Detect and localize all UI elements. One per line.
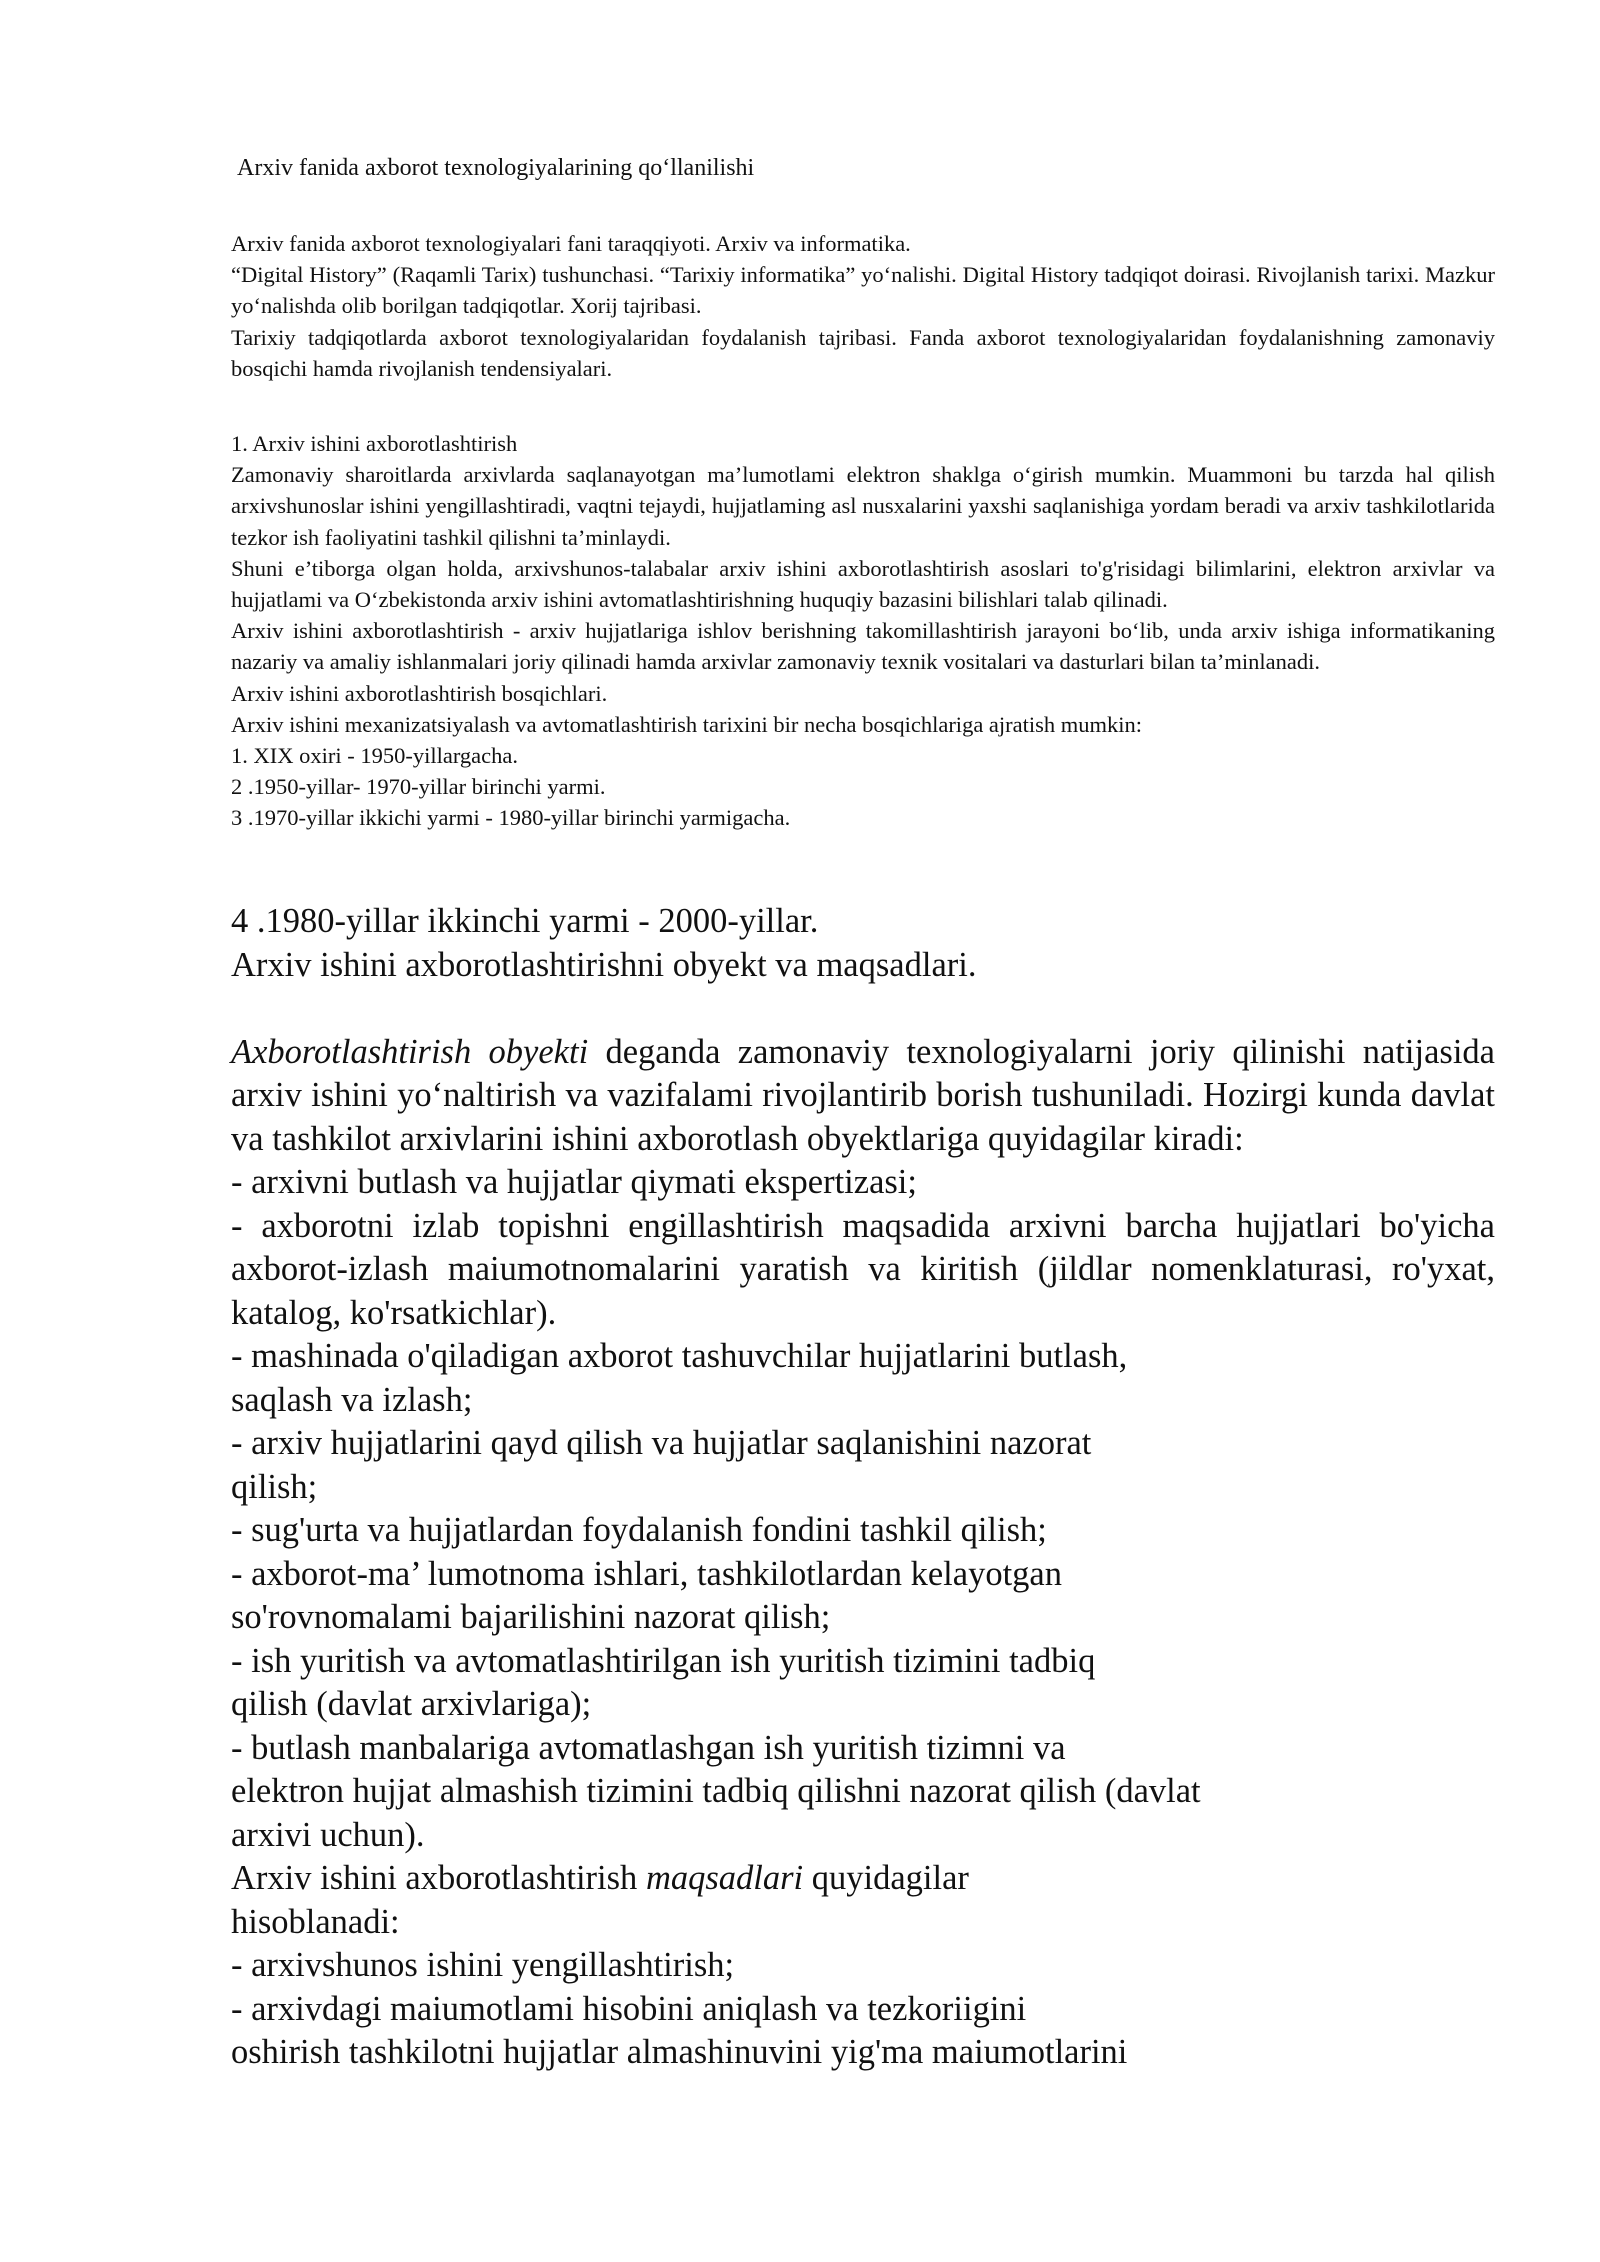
object-item-3-line-2: saqlash va izlash; <box>231 1380 473 1419</box>
goal-item-1: - arxivshunos ishini yengillashtirish; <box>231 1946 735 1984</box>
intro-paragraph-3: Tarixiy tadqiqotlarda axborot texnologiyalaridan foydalanish tajribasi. Fanda axborot texnologiyalaridan foydalanishning zamonaviy bosqichi hamda rivojlanish tendensiyalari. <box>231 324 1495 381</box>
object-item-7-line-1: - ish yuritish va avtomatlashtirilgan ish yuritish tizimini tadbiq <box>231 1641 1096 1680</box>
section-paragraph-3: Arxiv ishini axborotlashtirish - arxiv hujjatlariga ishlov berishning takomillashtirish jarayoni bo‘lib, unda arxiv ishiga informatikaning nazariy va amaliy ishlanmalari joriy qilinadi hamda arxivlar zamonaviy texnik vositalari va dasturlari bilan ta’minlanadi. <box>231 618 1495 675</box>
object-item-3-line-1: - mashinada o'qiladigan axborot tashuvchilar hujjatlarini butlash, <box>231 1337 1128 1375</box>
objects-definition: deganda zamonaviy texnologiyalarni joriy qilinishi natijasida arxiv ishini yo‘naltirish va vazifalami rivojlantirib borish tushuniladi. Hozirgi kunda davlat va tashkilot arxivlarini ishini axborotlash obyektlariga quyidagilar kiradi: <box>231 1032 1495 1158</box>
paragraph-gap <box>231 987 1495 1031</box>
intro-line-1: Arxiv fanida axborot texnologiyalari fani taraqqiyoti. Arxiv va informatika. <box>231 231 911 256</box>
object-item-8-line-3: arxivi uchun). <box>231 1815 425 1854</box>
stage-item-3: 3 .1970-yillar ikkichi yarmi - 1980-yillar birinchi yarmigacha. <box>231 805 791 831</box>
goals-heading-line-2: hisoblanadi: <box>231 1902 400 1941</box>
stages-heading: Arxiv ishini axborotlashtirish bosqichlari. <box>231 680 608 706</box>
goals-heading <box>231 1857 1495 1901</box>
object-item-6-line-1: - axborot-ma’ lumotnoma ishlari, tashkilotlardan kelayotgan <box>231 1554 1062 1593</box>
section-paragraph-1: Zamonaviy sharoitlarda arxivlarda saqlanayotgan ma’lumotlami elektron shaklga o‘girish mumkin. Muammoni bu tarzda hal qilish arxivshunoslar ishini yengillashtiradi, vaqtni tejaydi, hujjatlaming asl nusxalarini yaxshi saqlanishiga yordam beradi va arxiv tashkilotlarida tezkor ish faoliyatini tashkil qilishni ta’minlaydi. <box>231 462 1495 550</box>
section-block <box>231 428 1495 834</box>
goals-term: maqsadlari <box>645 1859 804 1897</box>
stages-intro: Arxiv ishini mexanizatsiyalash va avtomatlashtirish tarixini bir necha bosqichlariga ajratish mumkin: <box>231 711 1143 737</box>
object-item-4-line-1: - arxiv hujjatlarini qayd qilish va hujjatlar saqlanishini nazorat <box>231 1424 1092 1462</box>
stage-item-2: 2 .1950-yillar- 1970-yillar birinchi yarmi. <box>231 774 606 800</box>
intro-paragraph-2: “Digital History” (Raqamli Tarix) tushunchasi. “Tarixiy informatika” yo‘nalishi. Digital History tadqiqot doirasi. Rivojlanish tarixi. Mazkur yo‘nalishda olib borilgan tadqiqotlar. Xorij tajribasi. <box>231 262 1495 319</box>
goal-item-2-line-2: oshirish tashkilotni hujjatlar almashinuvini yig'ma maiumotlarini <box>231 2033 1128 2071</box>
goal-item-2-line-1: - arxivdagi maiumotlami hisobini aniqlash va tezkoriigini <box>231 1989 1027 2028</box>
object-item-8-line-2: elektron hujjat almashish tizimini tadbiq qilishni nazorat qilish (davlat <box>231 1772 1201 1810</box>
object-item-8-line-1: - butlash manbalariga avtomatlashgan ish yuritish tizimni va <box>231 1728 1066 1767</box>
object-item-5: - sug'urta va hujjatlardan foydalanish fondini tashkil qilish; <box>231 1511 1047 1549</box>
stage-item-4: 4 .1980-yillar ikkinchi yarmi - 2000-yillar. <box>231 902 819 940</box>
intro-block <box>231 228 1495 384</box>
objects-term: Axborotlashtirish obyekti <box>231 1032 589 1071</box>
objects-heading: Arxiv ishini axborotlashtirishni obyekt va maqsadlari. <box>231 945 977 984</box>
object-item-4-line-2: qilish; <box>231 1467 318 1506</box>
object-item-6-line-2: so'rovnomalami bajarilishini nazorat qilish; <box>231 1598 831 1636</box>
document-title: Arxiv fanida axborot texnologiyalarining qo‘llanilishi <box>237 155 755 181</box>
object-item-1: - arxivni butlash va hujjatlar qiymati ekspertizasi; <box>231 1163 917 1201</box>
objects-block <box>231 900 1495 2075</box>
objects-paragraph <box>231 1031 1495 1162</box>
section-paragraph-2: Shuni e’tiborga olgan holda, arxivshunos-talabalar arxiv ishini axborotlashtirish asoslari to'g'risidagi bilimlarini, elektron arxivlar va hujjatlami va O‘zbekistonda arxiv ishini avtomatlashtirishning huquqiy bazasini bilishlari talab qilinadi. <box>231 555 1495 613</box>
goals-pre: Arxiv ishini axborotlashtirish <box>231 1859 646 1897</box>
stage-item-1: 1. XIX oxiri - 1950-yillargacha. <box>231 743 519 769</box>
object-item-7-line-2: qilish (davlat arxivlariga); <box>231 1685 592 1723</box>
section-heading: 1. Arxiv ishini axborotlashtirish <box>231 431 518 456</box>
goals-post: quyidagilar <box>803 1859 969 1897</box>
object-item-2: - axborotni izlab topishni engillashtirish maqsadida arxivni barcha hujjatlari bo'yicha axborot-izlash maiumotnomalarini yaratish va kiritish (jildlar nomenklaturasi, ro'yxat, katalog, ko'rsatkichlar). <box>231 1206 1495 1332</box>
